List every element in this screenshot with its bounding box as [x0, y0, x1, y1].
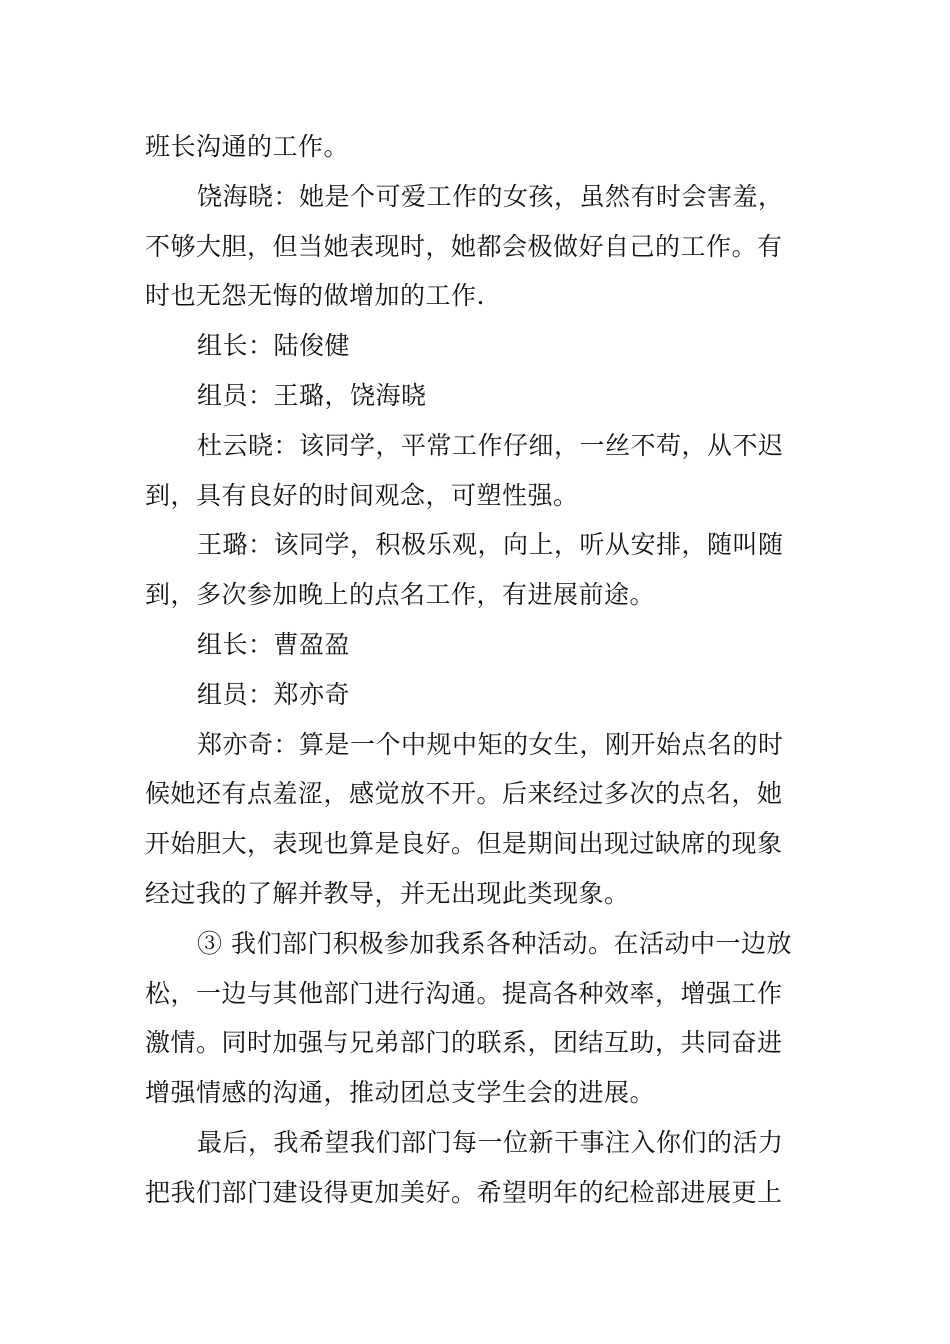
document-page: [145, 122, 808, 1218]
text-line: 候她还有点羞涩，感觉放不开。后来经过多次的点名，她: [145, 779, 783, 809]
text-line: 郑亦奇：算是一个中规中矩的女生，刚开始点名的时: [197, 729, 784, 759]
text-line: 班长沟通的工作。: [145, 132, 350, 161]
text-line: 不够大胆，但当她表现时，她都会极做好自己的工作。有: [145, 231, 783, 261]
text-line: 组员：郑亦奇: [197, 679, 351, 709]
text-line: 组长：曹盈盈: [197, 629, 351, 659]
text-line: 增强情感的沟通，推动团总支学生会的进展。: [145, 1078, 656, 1108]
text-line: 王璐：该同学，积极乐观，向上，听从安排，随叫随: [197, 530, 784, 560]
text-line: ③ 我们部门积极参加我系各种活动。在活动中一边放: [197, 928, 792, 958]
text-line: 时也无怨无悔的做增加的工作.: [145, 281, 485, 311]
text-line: 到，多次参加晚上的点名工作，有进展前途。: [145, 580, 656, 610]
text-line: 把我们部门建设得更加美好。希望明年的纪检部进展更上: [145, 1177, 783, 1207]
text-line: 饶海晓：她是个可爱工作的女孩，虽然有时会害羞，: [197, 181, 784, 211]
text-line: 经过我的了解并教导，并无出现此类现象。: [145, 878, 630, 908]
text-line: 最后，我希望我们部门每一位新干事注入你们的活力: [197, 1127, 784, 1157]
text-line: 组长：陆俊健: [197, 331, 351, 361]
text-line: 松，一边与其他部门进行沟通。提高各种效率，增强工作: [145, 978, 783, 1008]
text-line: 杜云晓：该同学，平常工作仔细，一丝不苟，从不迟: [197, 430, 784, 460]
text-line: 激情。同时加强与兄弟部门的联系，团结互助，共同奋进: [145, 1028, 783, 1058]
text-line: 开始胆大，表现也算是良好。但是期间出现过缺席的现象: [145, 829, 783, 859]
text-line: 组员：王璐，饶海晓: [197, 380, 427, 410]
text-line: 到，具有良好的时间观念，可塑性强。: [145, 480, 579, 510]
